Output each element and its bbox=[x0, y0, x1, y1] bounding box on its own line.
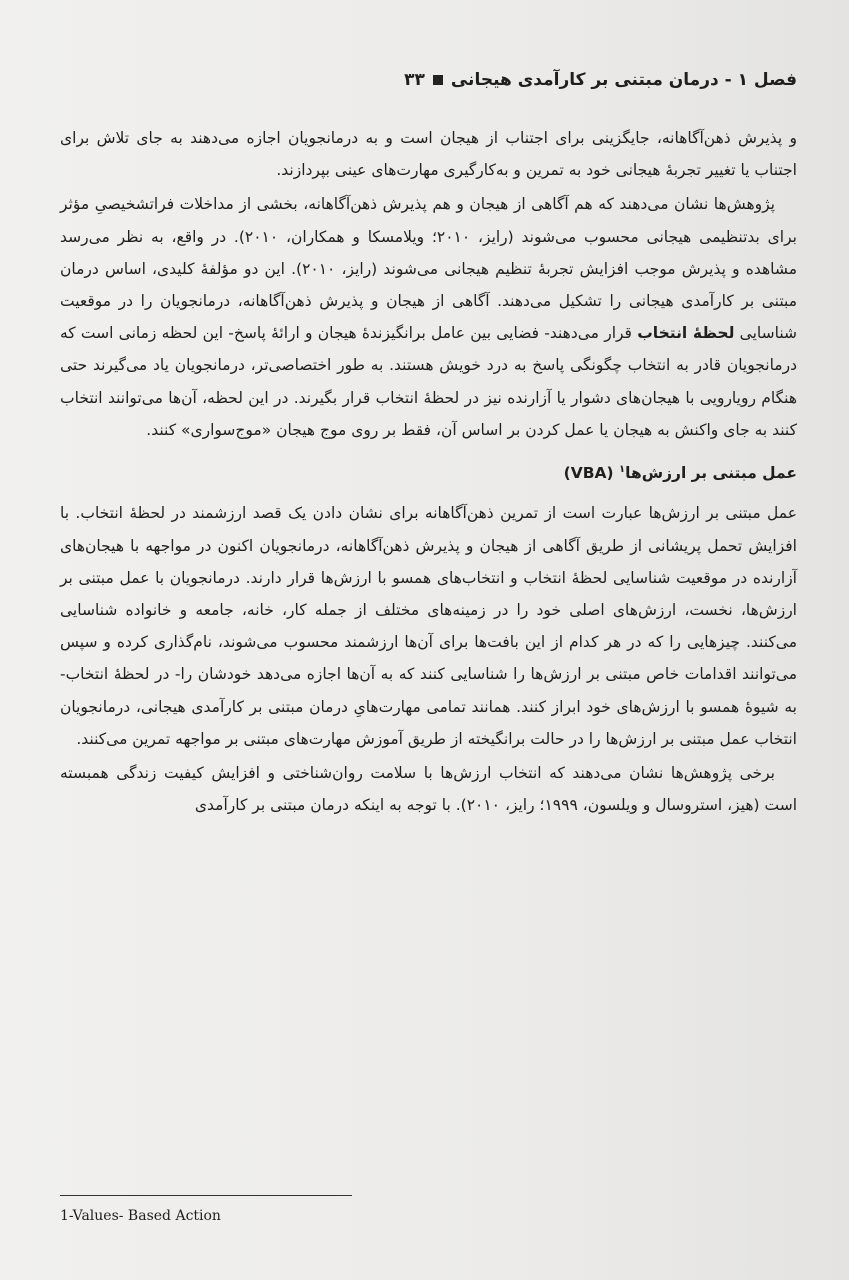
chapter-title: فصل ۱ - درمان مبتنی بر کارآمدی هیجانی bbox=[450, 70, 797, 90]
page-number: ۳۳ bbox=[404, 70, 425, 90]
running-header bbox=[60, 70, 797, 90]
body-text bbox=[60, 122, 797, 823]
footnote: 1-Values- Based Action bbox=[60, 1208, 221, 1224]
paragraph: پژوهش‌ها نشان می‌دهند که هم آگاهی از هیجان و هم پذیرش ذهن‌آگاهانه، بخشی از مداخلات فراتشخیصیِ مؤثر برای بدتنظیمی هیجانی محسوب می‌شوند (رایز، ۲۰۱۰؛ ویلامسکا و همکاران، ۲۰۱۰). در واقع، به نظر می‌رسد مشاهده و پذیرش موجب افزایش تجربهٔ تنظیم هیجانی می‌شوند (رایز، ۲۰۱۰). این دو مؤلفهٔ کلیدی، اساس درمان مبتنی بر کارآمدی هیجانی را تشکیل می‌دهند. آگاهی از هیجان و پذیرش ذهن‌آگاهانه، درمانجویان را در موقعیت شناسایی لحظهٔ انتخاب قرار می‌دهند- فضایی بین عامل برانگیزندهٔ هیجان و ارائهٔ پاسخ- این لحظه زمانی است که درمانجویان قادر به انتخاب چگونگی پاسخ به درد خویش هستند. به طور اختصاصی‌تر، درمانجویان یاد می‌گیرند حتی هنگام رویارویی با هیجان‌های دشوار یا آزارنده نیز در لحظهٔ انتخاب قرار بگیرند. در این لحظه، آن‌ها می‌توانند انتخاب کنند به جای واکنش به هیجان یا عمل کردن بر اساس آن، فقط بر روی موج هیجان «موج‌سواری» کنند. bbox=[60, 195, 798, 439]
paragraph: عمل مبتنی بر ارزش‌ها عبارت است از تمرین ذهن‌آگاهانه برای نشان دادن یک قصد ارزشمند در لحظهٔ انتخاب. با افزایش تحمل پریشانی از طریق آگاهی از هیجان و پذیرش ذهن‌آگاهانه، درمانجویان اکنون در مواجهه با هیجان‌های آزارنده در موقعیت شناسایی لحظهٔ انتخاب و انتخاب‌های همسو با ارزش‌ها قرار دارند. درمانجویان با عمل مبتنی بر ارزش‌ها، نخست، ارزش‌های اصلی خود را در زمینه‌های مختلف از جمله کار، خانه، جامعه و خانواده شناسایی می‌کنند. چیزهایی را که در هر کدام از این بافت‌ها برای آن‌ها ارزشمند محسوب می‌شوند، نام‌گذاری کرده و سپس می‌توانند اقدامات خاص مبتنی بر ارزش‌ها را شناسایی کنند که به آن‌ها اجازه می‌دهد خودشان را- در لحظهٔ انتخاب- به شیوهٔ همسو با ارزش‌های خود ابراز کنند. همانند تمامی مهارت‌هایِ درمان مبتنی بر کارآمدی هیجانی، درمانجویان انتخاب عمل مبتنی بر ارزش‌ها را در حالت برانگیخته از طریق آموزش مهارت‌های مبتنی بر مواجهه تمرین می‌کنند. bbox=[60, 504, 797, 748]
bold-term: لحظهٔ انتخاب bbox=[637, 324, 735, 343]
footnote-mark: ۱ bbox=[619, 464, 626, 476]
section-heading: عمل مبتنی بر ارزش‌ها$^۱$ (VBA) bbox=[563, 464, 797, 483]
paragraph: برخی پژوهش‌ها نشان می‌دهند که انتخاب ارزش‌ها با سلامت روان‌شناختی و افزایش کیفیت زندگی همبسته است (هیز، استروسال و ویلسون، ۱۹۹۹؛ رایز، ۲۰۱۰). با توجه به اینکه درمان مبتنی بر کارآمدی bbox=[60, 764, 797, 815]
paragraph: و پذیرش ذهن‌آگاهانه، جایگزینی برای اجتناب از هیجان است و به درمانجویان اجازه می‌دهند به جای تلاش برای اجتناب یا تغییر تجربهٔ هیجانی خود به تمرین و به‌کارگیری مهارت‌های عینی بپردازند. bbox=[60, 129, 797, 180]
footnote-divider bbox=[60, 1195, 352, 1196]
square-bullet-icon bbox=[433, 75, 443, 85]
